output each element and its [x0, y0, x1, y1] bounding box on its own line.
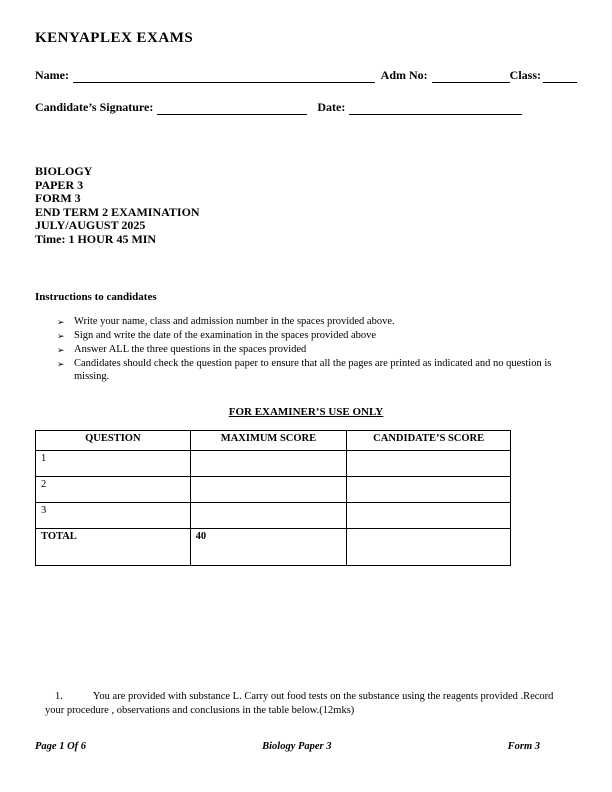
exam-date: JULY/AUGUST 2025: [35, 218, 146, 232]
total-label-cell: TOTAL: [36, 529, 191, 566]
candidate-score-cell: [347, 451, 511, 477]
column-header-max-score: MAXIMUM SCORE: [190, 431, 347, 451]
page-footer: [35, 741, 540, 752]
adm-no-fill-line: [432, 70, 510, 83]
max-score-cell: [190, 477, 347, 503]
exam-form: FORM 3: [35, 191, 81, 205]
examiner-table: [35, 430, 511, 566]
instruction-item: [57, 343, 557, 357]
arrow-bullet-icon: ➢: [57, 331, 65, 341]
adm-no-label: Adm No:: [380, 68, 428, 82]
instruction-text: Write your name, class and admission number in the spaces provided above.: [74, 316, 395, 327]
footer-page-number: Page 1 Of 6: [35, 741, 87, 752]
date-fill-line: [349, 102, 522, 115]
question-number: 1.: [55, 691, 63, 702]
footer-form: Form 3: [507, 741, 540, 752]
question-text: You are provided with substance L. Carry out food tests on the substance using the reagents provided .Record your procedure , observations and conclusions in the table below.(12mks): [45, 691, 554, 716]
column-header-question: QUESTION: [36, 431, 191, 451]
max-score-cell: [190, 451, 347, 477]
instructions-heading: Instructions to candidates: [35, 291, 157, 303]
total-candidate-score-cell: [347, 529, 511, 566]
column-header-candidate-score: CANDIDATE’S SCORE: [347, 431, 511, 451]
table-row: [36, 477, 511, 503]
signature-fill-line: [157, 102, 307, 115]
instruction-text: Answer ALL the three questions in the spaces provided: [74, 344, 307, 355]
signature-label: Candidate’s Signature:: [35, 100, 154, 114]
question-cell: 1: [36, 451, 191, 477]
instruction-text: Candidates should check the question paper to ensure that all the pages are printed as indicated and no question is missing.: [74, 358, 552, 382]
table-row: [36, 451, 511, 477]
exam-subject: BIOLOGY: [35, 164, 93, 178]
exam-term: END TERM 2 EXAMINATION: [35, 204, 200, 219]
table-total-row: [36, 529, 511, 566]
arrow-bullet-icon: ➢: [57, 359, 65, 369]
instructions-list: [57, 315, 557, 383]
question-cell: 3: [36, 503, 191, 529]
signature-row: [35, 100, 522, 115]
name-label: Name:: [35, 68, 69, 82]
class-label: Class:: [509, 68, 541, 82]
page-title: KENYAPLEX EXAMS: [35, 30, 194, 46]
name-fill-line: [73, 70, 375, 83]
arrow-bullet-icon: ➢: [57, 345, 65, 355]
date-label: Date:: [317, 100, 346, 114]
candidate-score-cell: [347, 503, 511, 529]
max-score-cell: [190, 503, 347, 529]
footer-paper-title: Biology Paper 3: [262, 741, 332, 752]
examiner-table-wrap: [35, 430, 511, 566]
instruction-text: Sign and write the date of the examination in the spaces provided above: [74, 330, 377, 341]
name-row: [35, 68, 577, 83]
total-max-score-cell: 40: [190, 529, 347, 566]
table-row: [36, 503, 511, 529]
class-fill-line: [543, 70, 577, 83]
question-1: [45, 690, 573, 717]
instruction-item: [57, 357, 557, 383]
candidate-score-cell: [347, 477, 511, 503]
exam-info-block: [35, 165, 200, 246]
exam-paper: PAPER 3: [35, 177, 84, 192]
table-header-row: [36, 431, 511, 451]
exam-time: Time: 1 HOUR 45 MIN: [35, 231, 157, 246]
instruction-item: [57, 315, 557, 329]
instruction-item: [57, 329, 557, 343]
arrow-bullet-icon: ➢: [57, 317, 65, 327]
question-cell: 2: [36, 477, 191, 503]
examiner-section-title: FOR EXAMINER’S USE ONLY: [228, 406, 384, 418]
